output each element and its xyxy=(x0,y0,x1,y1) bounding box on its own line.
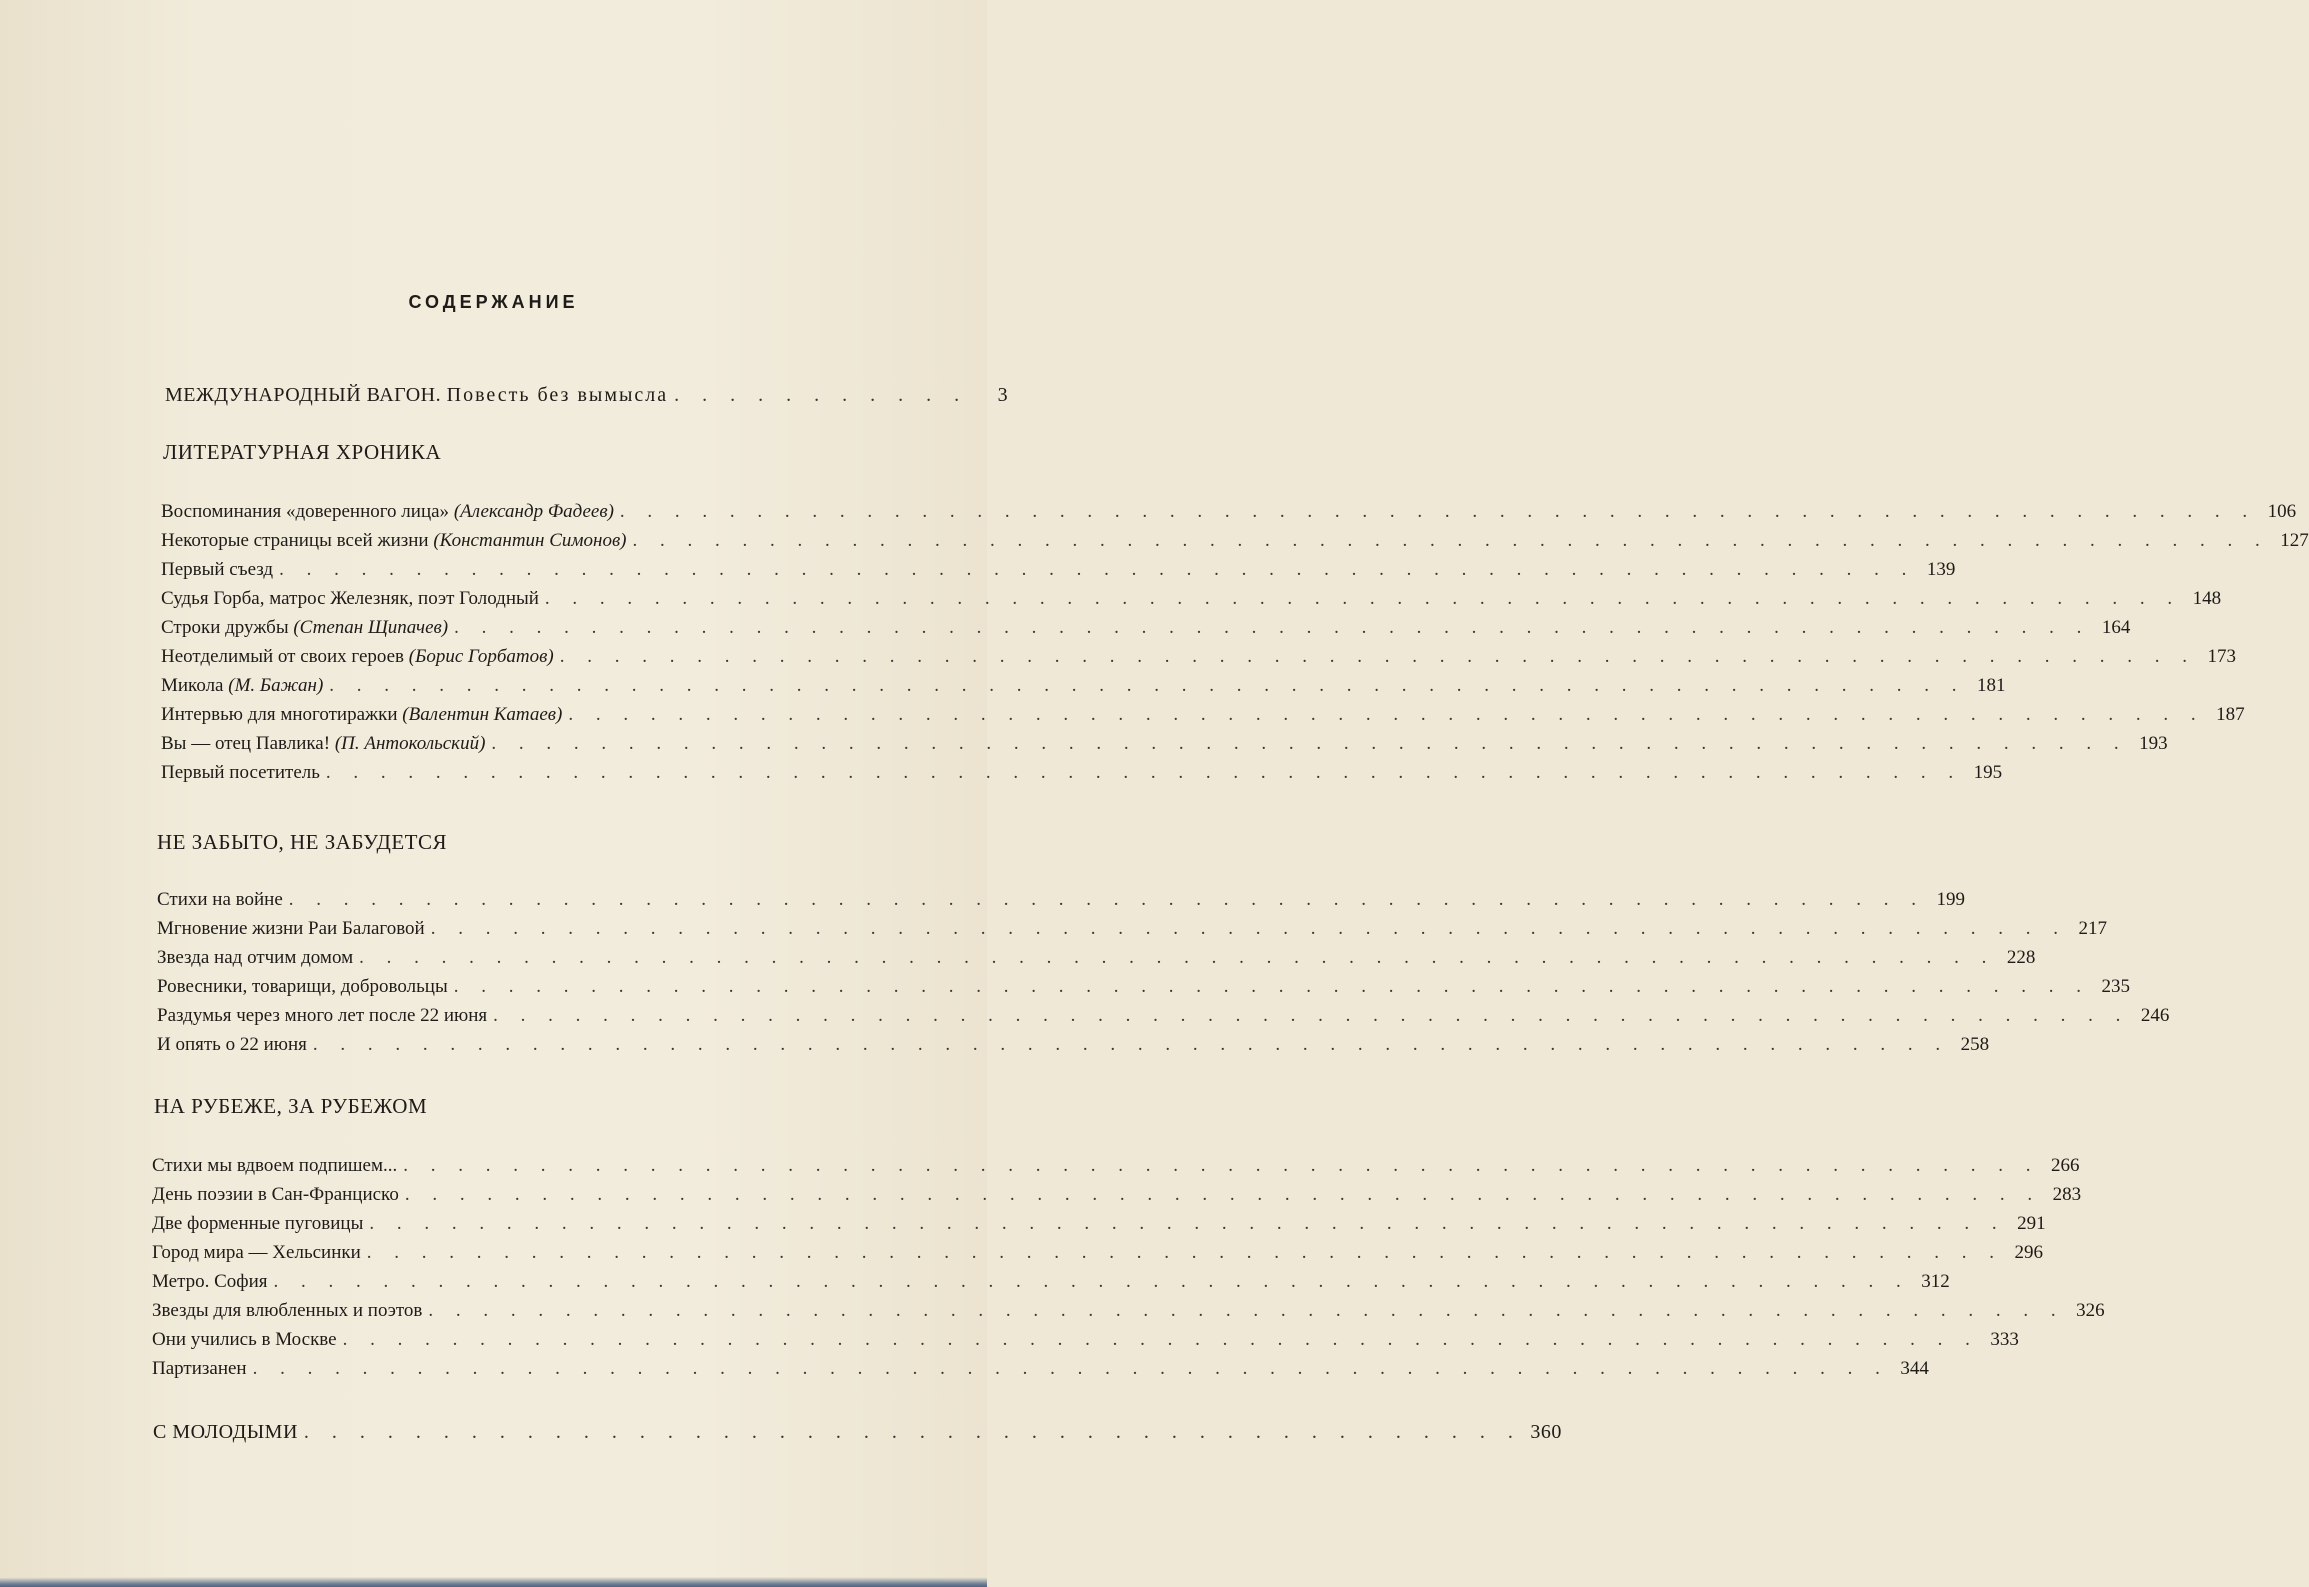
toc-leader-dots: . . . . . . . . . . . . . . . . . . . . . . . . . . . . . . . . . . . . . . . . . . . . . . . . . . . . . . . . . . . . xyxy=(568,704,2205,725)
toc-entry-text: Вы — отец Павлика! (П. Антокольский) xyxy=(161,733,486,754)
toc-page-number: 164 xyxy=(2101,617,2131,638)
toc-entry xyxy=(157,975,2130,999)
toc-leader-dots: . . . . . . . . . . . . . . . . . . . . . . . . . . . . . . . . . . . . . . . . . . . . . . . . . . . . . . . . . . . . xyxy=(369,1213,2006,1234)
toc-entry-text: Город мира — Хельсинки xyxy=(152,1242,361,1263)
toc-leader-dots: . . . . . . . . . . . . . . . . . . . . . . . . . . . . . . . . . . . . . . . . . . . . . . . . . . . . . . . . . . . . xyxy=(329,675,1966,696)
toc-leader-dots: . . . . . . . . . . . . . . . . . . . . . . . . . . . . . . . . . . . . . . . . . . . . . . . . . . . . . . . . . . . . xyxy=(454,617,2091,638)
toc-page-number: 333 xyxy=(1990,1329,2019,1350)
toc-entry-text: Строки дружбы (Степан Щипачев) xyxy=(161,617,449,638)
toc-page-number: 195 xyxy=(1973,762,2003,783)
toc-leader-dots: . . . . . . . . . . . . . . . . . . . . . . . . . . . . . . . . . . . . . . . . . . . . . . . . . . . . . . . . . . . . xyxy=(279,559,1916,580)
toc-entry xyxy=(152,1212,2046,1236)
toc-page-number: 217 xyxy=(2078,918,2107,939)
toc-leader-dots: . . . . . . . . . . . xyxy=(674,384,969,406)
toc-entry-text: День поэзии в Сан-Франциско xyxy=(152,1184,399,1205)
toc-entry-text: Две форменные пуговицы xyxy=(152,1213,364,1234)
toc-entry-text: Первый посетитель xyxy=(161,762,320,783)
toc-entry xyxy=(157,917,2107,941)
toc-leader-dots: . . . . . . . . . . . . . . . . . . . . . . . . . . . . . . . . . . . . . . . . . . . . . . . . . . . . . . . . . . . . xyxy=(619,501,2257,522)
toc-entry xyxy=(152,1357,1929,1381)
toc-entry-text: Судья Горба, матрос Железняк, поэт Голодный xyxy=(161,588,539,609)
toc-entry xyxy=(161,732,2168,756)
toc-entry xyxy=(152,1270,1950,1294)
toc-leader-dots: . . . . . . . . . . . . . . . . . . . . . . . . . . . . . . . . . . . . . . . . . . . . . . . . . . . . . . . . . . . . xyxy=(273,1271,1910,1292)
toc-entry-author: (Борис Горбатов) xyxy=(408,646,554,667)
toc-entry-author: (Валентин Катаев) xyxy=(402,704,563,725)
toc-entry xyxy=(152,1154,2080,1178)
toc-entry-text: Звезда над отчим домом xyxy=(157,947,354,968)
toc-page-number: 312 xyxy=(1921,1271,1950,1292)
toc-page-number: 173 xyxy=(2207,646,2236,667)
toc-entry xyxy=(152,1183,2082,1207)
toc-entry-text: Метро. София xyxy=(152,1271,268,1292)
toc-leader-dots: . . . . . . . . . . . . . . . . . . . . . . . . . . . . . . . . . . . . . . . . . . . . . . . . . . . . . . . . . . . . xyxy=(288,889,1926,910)
toc-entry xyxy=(161,761,2003,785)
toc-leader-dots: . . . . . . . . . . . . . . . . . . . . . . . . . . . . . . . . . . . . . . . . . . . . . . . . . . . . . . . . . . . . xyxy=(428,1300,2065,1321)
toc-page-number: 3 xyxy=(997,384,1009,406)
toc-page-number: 199 xyxy=(1936,889,1966,910)
toc-page-number: 235 xyxy=(2101,976,2130,997)
toc-entry-text: Первый съезд xyxy=(161,559,274,580)
toc-entry-text: Они учились в Москве xyxy=(152,1329,337,1350)
toc-leader-dots: . . . . . . . . . . . . . . . . . . . . . . . . . . . . . . . . . . . . . . . . . . . . . . . . . . . . . . . . . . . . xyxy=(544,588,2182,609)
toc-leader-dots: . . . . . . . . . . . . . . . . . . . . . . . . . . . . . . . . . . . . . . . . . . . . . . . . . . . . . . . . . . . . xyxy=(404,1184,2042,1205)
toc-leader-dots: . . . . . . . . . . . . . . . . . . . . . . . . . . . . . . . . . . . . . . . . . . . . . . . . . . . . . . . . . . . . xyxy=(366,1242,2004,1263)
toc-entry-author: (Александр Фадеев) xyxy=(453,501,614,522)
toc-entry xyxy=(157,946,2036,970)
toc-leader-dots: . . . . . . . . . . . . . . . . . . . . . . . . . . . . . . . . . . . . . . . . . . . . . . . . . . . . . . . . . . . . xyxy=(359,947,1996,968)
toc-entry-text: Раздумья через много лет после 22 июня xyxy=(157,1005,488,1026)
toc-entry-text: Стихи на войне xyxy=(157,889,283,910)
toc-leader-dots: . . . . . . . . . . . . . . . . . . . . . . . . . . . . . . . . . . . . . . . . . . . . . . . . . . . . . . . . . . . . xyxy=(491,733,2128,754)
toc-entry xyxy=(152,1328,2019,1352)
toc-page-number: 106 xyxy=(2267,501,2297,522)
toc-entry xyxy=(161,645,2236,669)
toc-entry-text: Интервью для многотиражки (Валентин Катаев) xyxy=(161,704,563,725)
toc-entry-text: Микола (М. Бажан) xyxy=(161,675,324,696)
toc-entry-text: МЕЖДУНАРОДНЫЙ ВАГОН. Повесть без вымысла xyxy=(165,384,669,406)
toc-entry-text: Ровесники, товарищи, добровольцы xyxy=(157,976,448,997)
toc-entry xyxy=(157,1004,2170,1028)
toc-entry-author: (Константин Симонов) xyxy=(433,530,627,551)
toc-main-entry xyxy=(165,383,1009,407)
toc-entry xyxy=(152,1299,2105,1323)
toc-leader-dots: . . . . . . . . . . . . . . . . . . . . . . . . . . . . . . . . . . . . . . . . . . . . . . . . . . . . . . . . . . . . xyxy=(252,1358,1889,1379)
toc-entry-text: Мгновение жизни Раи Балаговой xyxy=(157,918,425,939)
toc-leader-dots: . . . . . . . . . . . . . . . . . . . . . . . . . . . . . . . . . . . . . . . . . . . . . . . . . . . . . . . . . . . . xyxy=(312,1034,1950,1055)
toc-entry-text: Звезды для влюбленных и поэтов xyxy=(152,1300,423,1321)
toc-page-number: 193 xyxy=(2139,733,2168,754)
toc-entry xyxy=(161,703,2245,727)
toc-entry-text: Неотделимый от своих героев (Борис Горбатов) xyxy=(161,646,554,667)
toc-leader-dots: . . . . . . . . . . . . . . . . . . . . . . . . . . . . . . . . . . . . . . . . . . . . . . . . . . . . . . . . . . . . xyxy=(493,1005,2130,1026)
toc-entry-text: С МОЛОДЫМИ xyxy=(153,1421,298,1443)
toc-page-number: 127 xyxy=(2280,530,2309,551)
toc-page-number: 266 xyxy=(2051,1155,2080,1176)
toc-final-entry xyxy=(153,1420,1562,1444)
toc-entry-text: Некоторые страницы всей жизни (Константин Симонов) xyxy=(161,530,627,551)
toc-page-number: 283 xyxy=(2052,1184,2082,1205)
section-title: НЕ ЗАБЫТО, НЕ ЗАБУДЕТСЯ xyxy=(157,830,448,854)
toc-entry xyxy=(161,529,2309,553)
toc-page-number: 296 xyxy=(2014,1242,2044,1263)
toc-leader-dots: . . . . . . . . . . . . . . . . . . . . . . . . . . . . . . . . . . . . . . . . . . . . . . . . . . . . . . . . . . . . xyxy=(453,976,2090,997)
toc-page-number: 148 xyxy=(2192,588,2222,609)
toc-entry-text: И опять о 22 июня xyxy=(157,1034,307,1055)
toc-entry-text: Партизанен xyxy=(152,1358,247,1379)
toc-page-number: 187 xyxy=(2216,704,2245,725)
page-title: СОДЕРЖАНИЕ xyxy=(408,292,579,312)
toc-page-number: 258 xyxy=(1960,1034,1990,1055)
toc-entry xyxy=(161,587,2222,611)
toc-page-number: 139 xyxy=(1926,559,1956,580)
toc-entry xyxy=(161,674,2006,698)
toc-entry-text: Стихи мы вдвоем подпишем... xyxy=(152,1155,398,1176)
toc-entry-text: Воспоминания «доверенного лица» (Александр Фадеев) xyxy=(161,501,614,522)
toc-entry-author: (М. Бажан) xyxy=(228,675,324,696)
toc-leader-dots: . . . . . . . . . . . . . . . . . . . . . . . . . . . . . . . . . . . . . . . . . . . . . . . . . . . . . . . . . . . . xyxy=(559,646,2196,667)
toc-entry xyxy=(161,558,1956,582)
toc-page-number: 360 xyxy=(1530,1421,1562,1443)
toc-entry-author: (Степан Щипачев) xyxy=(293,617,449,638)
toc-page-number: 326 xyxy=(2076,1300,2105,1321)
toc-leader-dots: . . . . . . . . . . . . . . . . . . . . . . . . . . . . . . . . . . . . . . . . . . . . . . . . . . . . . . . . . . . . xyxy=(632,530,2269,551)
toc-entry xyxy=(152,1241,2044,1265)
toc-page-number: 246 xyxy=(2140,1005,2170,1026)
toc-entry-author: (П. Антокольский) xyxy=(334,733,486,754)
toc-leader-dots: . . . . . . . . . . . . . . . . . . . . . . . . . . . . . . . . . . . . . . . . . . . . xyxy=(303,1421,1522,1443)
section-title: НА РУБЕЖЕ, ЗА РУБЕЖОМ xyxy=(154,1094,428,1118)
page-edge xyxy=(0,1577,987,1587)
toc-entry xyxy=(161,500,2297,524)
toc-page-number: 228 xyxy=(2006,947,2036,968)
toc-leader-dots: . . . . . . . . . . . . . . . . . . . . . . . . . . . . . . . . . . . . . . . . . . . . . . . . . . . . . . . . . . . . xyxy=(403,1155,2040,1176)
toc-leader-dots: . . . . . . . . . . . . . . . . . . . . . . . . . . . . . . . . . . . . . . . . . . . . . . . . . . . . . . . . . . . . xyxy=(342,1329,1979,1350)
section-title: ЛИТЕРАТУРНАЯ ХРОНИКА xyxy=(163,440,442,464)
toc-page-number: 344 xyxy=(1900,1358,1929,1379)
toc-entry xyxy=(157,1033,1990,1057)
toc-page-number: 291 xyxy=(2017,1213,2046,1234)
toc-entry xyxy=(157,888,1966,912)
toc-page-number: 181 xyxy=(1977,675,2006,696)
toc-leader-dots: . . . . . . . . . . . . . . . . . . . . . . . . . . . . . . . . . . . . . . . . . . . . . . . . . . . . . . . . . . . . xyxy=(430,918,2067,939)
toc-leader-dots: . . . . . . . . . . . . . . . . . . . . . . . . . . . . . . . . . . . . . . . . . . . . . . . . . . . . . . . . . . . . xyxy=(325,762,1963,783)
toc-entry xyxy=(161,616,2131,640)
